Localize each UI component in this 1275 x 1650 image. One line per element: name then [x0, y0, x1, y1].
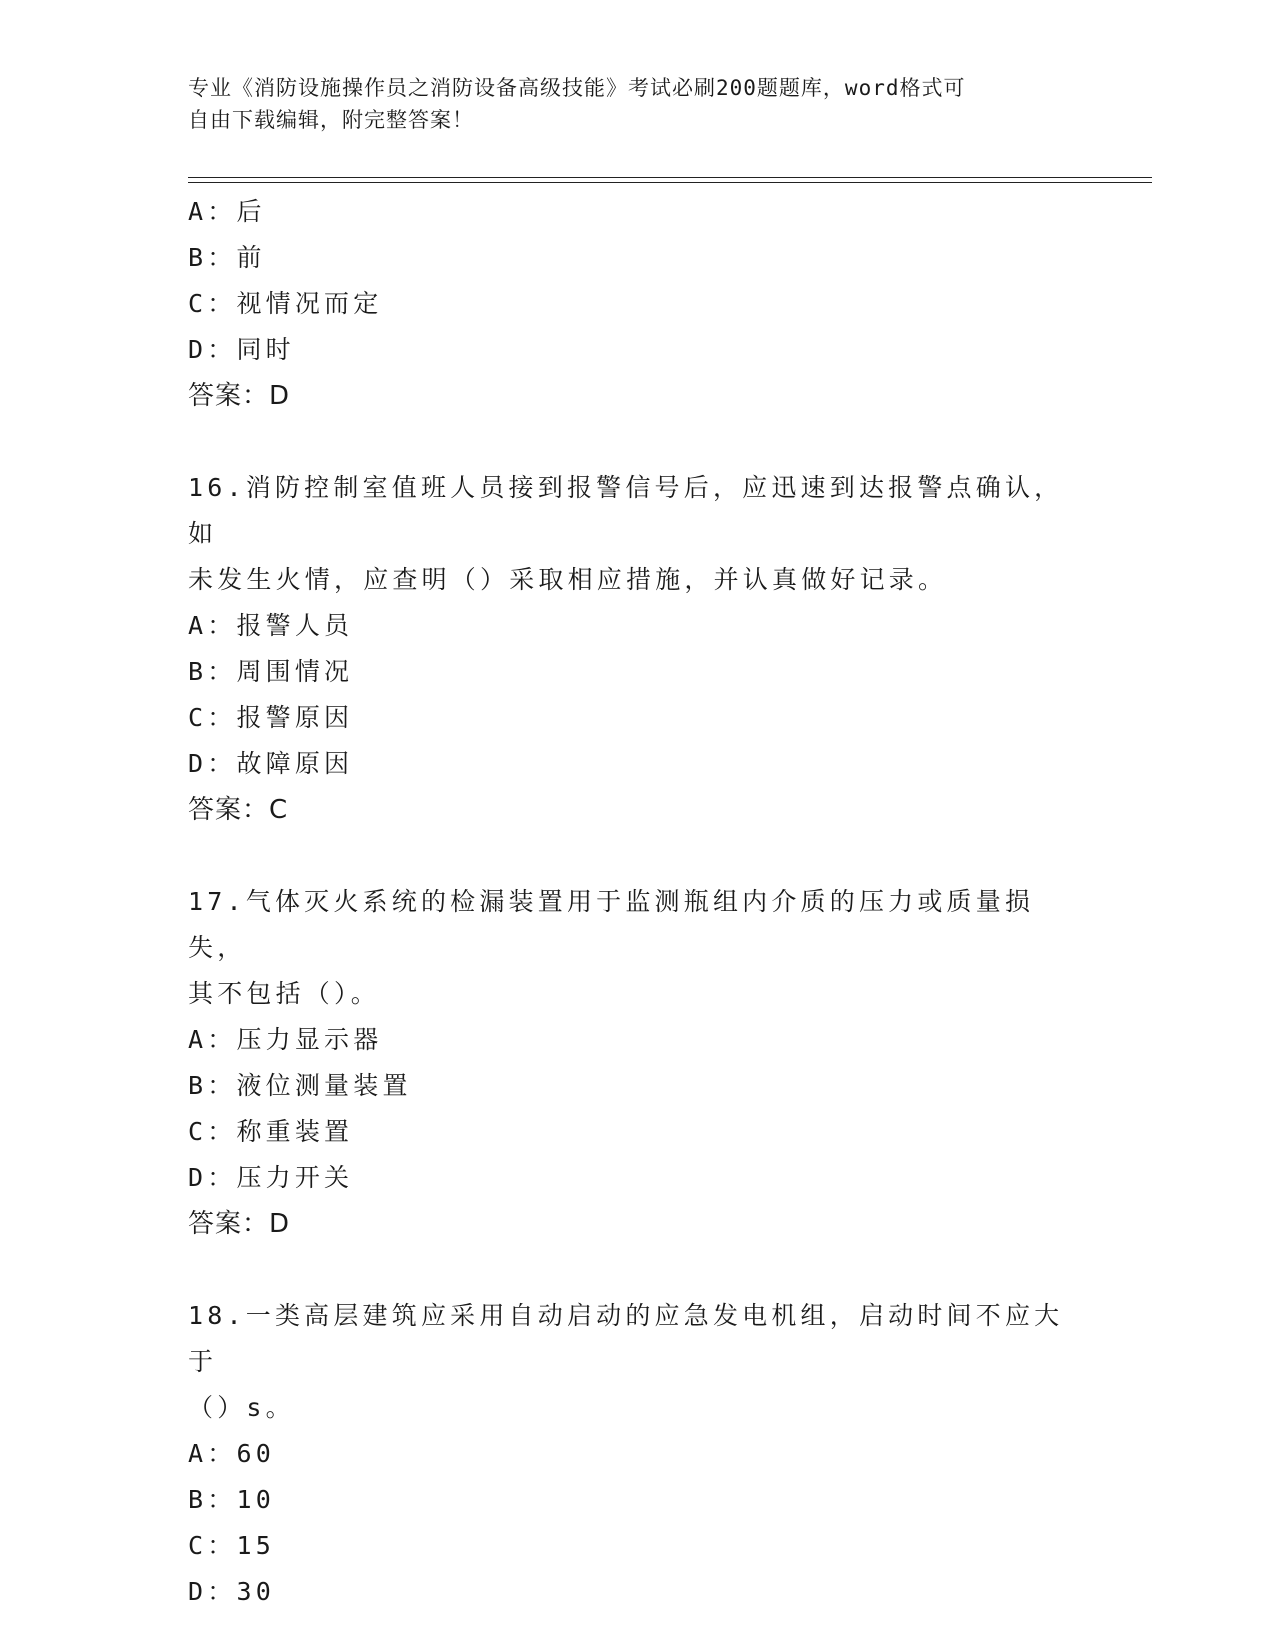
- option-a: A：60: [188, 1439, 275, 1468]
- option-c: C：视情况而定: [188, 289, 383, 318]
- option-a: A：压力显示器: [188, 1025, 383, 1054]
- option-b: B：10: [188, 1485, 275, 1514]
- option-c: C：报警原因: [188, 703, 354, 732]
- question-stem-line-2: （）s。: [188, 1393, 295, 1422]
- question-stem-line-1: 16.消防控制室值班人员接到报警信号后，应迅速到达报警点确认，如: [188, 473, 1064, 548]
- question-block-18: [188, 1293, 1088, 1615]
- option-b: B：周围情况: [188, 657, 354, 686]
- question-stem-line-2: 其不包括（）。: [188, 979, 380, 1008]
- header-divider-bottom: [188, 182, 1152, 183]
- option-d: D：故障原因: [188, 749, 354, 778]
- answer-line: 答案：D: [188, 1209, 291, 1239]
- spacer: [188, 833, 1088, 879]
- option-b: B：液位测量装置: [188, 1071, 412, 1100]
- question-stem-line-1: 18.一类高层建筑应采用自动启动的应急发电机组，启动时间不应大于: [188, 1301, 1064, 1376]
- spacer: [188, 419, 1088, 465]
- question-list: [188, 189, 1088, 1615]
- option-a: A：报警人员: [188, 611, 354, 640]
- question-block-16: [188, 465, 1088, 833]
- header-divider-top: [188, 177, 1152, 178]
- option-b: B：前: [188, 243, 266, 272]
- question-block-15: [188, 189, 1088, 419]
- spacer: [188, 1247, 1088, 1293]
- question-stem-line-2: 未发生火情，应查明（）采取相应措施，并认真做好记录。: [188, 565, 948, 594]
- header-line-2: 自由下载编辑，附完整答案！: [188, 108, 474, 132]
- option-c: C：称重装置: [188, 1117, 354, 1146]
- option-d: D：同时: [188, 335, 295, 364]
- document-header: [188, 72, 1068, 136]
- option-c: C：15: [188, 1531, 275, 1560]
- answer-line: 答案：C: [188, 795, 289, 825]
- answer-line: 答案：D: [188, 381, 291, 411]
- option-d: D：压力开关: [188, 1163, 354, 1192]
- option-d: D：30: [188, 1577, 275, 1606]
- header-line-1: 专业《消防设施操作员之消防设备高级技能》考试必刷200题题库，word格式可: [188, 76, 966, 100]
- question-block-17: [188, 879, 1088, 1247]
- question-stem-line-1: 17.气体灭火系统的检漏装置用于监测瓶组内介质的压力或质量损失，: [188, 887, 1035, 962]
- option-a: A：后: [188, 197, 266, 226]
